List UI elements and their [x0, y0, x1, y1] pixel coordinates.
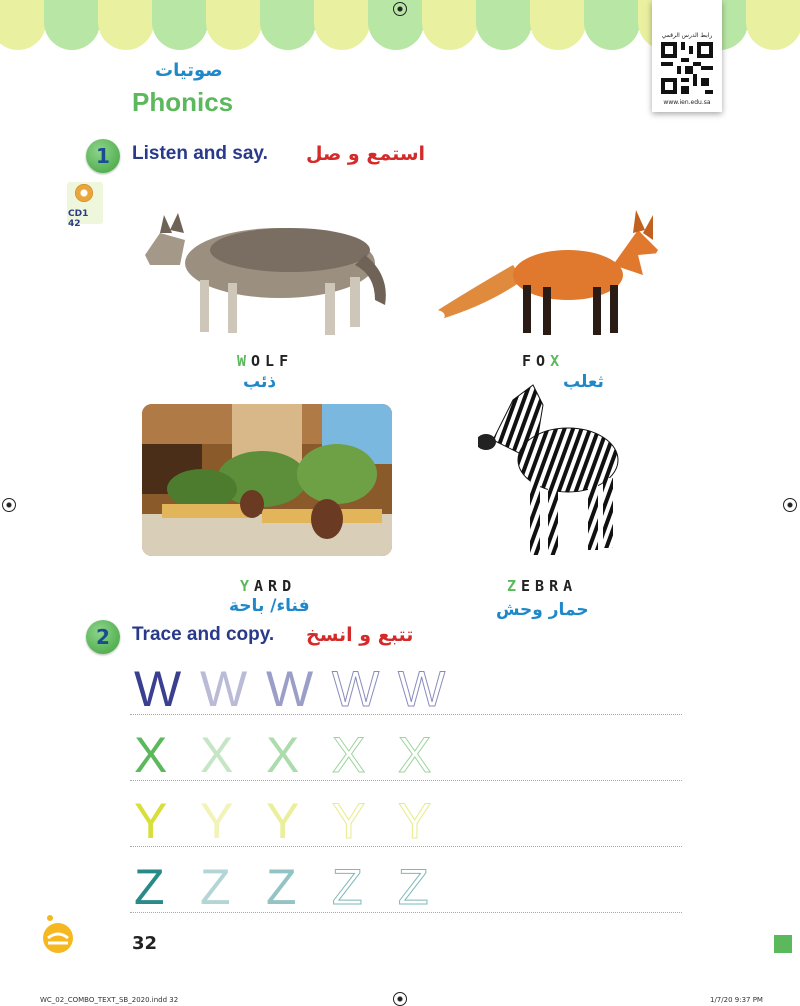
model-letter: X — [134, 727, 168, 783]
trace-letter[interactable]: Z — [266, 859, 297, 915]
model-letter: Y — [134, 793, 168, 849]
model-letter: Z — [134, 859, 165, 915]
trace-letter[interactable]: X — [266, 727, 300, 783]
publisher-logo-icon — [40, 912, 76, 956]
scallop-segment — [206, 0, 262, 50]
page-number: 32 — [132, 933, 158, 954]
footer-timestamp: 1/7/20 9:37 PM — [710, 996, 763, 1004]
trace-letter[interactable]: Z — [398, 859, 429, 915]
zebra-image — [478, 380, 623, 565]
wolf-image — [140, 205, 392, 340]
trace-letter[interactable]: W — [332, 661, 380, 717]
footer-file-name: WC_02_COMBO_TEXT_SB_2020.indd 32 — [40, 996, 179, 1004]
activity-number-1: 1 — [86, 139, 120, 173]
activity-number-2: 2 — [86, 620, 120, 654]
cd-label: CD1 42 — [68, 209, 89, 229]
scallop-segment — [476, 0, 532, 50]
activity-1-instruction: Listen and say. — [132, 143, 268, 164]
word-wolf-arabic: ذئب — [243, 372, 277, 392]
scallop-segment — [44, 0, 100, 50]
section-title-arabic: صوتيات — [155, 60, 223, 81]
audio-cd-button[interactable] — [67, 182, 103, 229]
model-letter: W — [134, 661, 182, 717]
word-yard: YARD — [240, 577, 297, 595]
page-color-tab — [774, 935, 792, 953]
registration-mark-bottom — [393, 992, 407, 1006]
registration-mark-top — [393, 2, 407, 16]
trace-letter[interactable]: W — [266, 661, 314, 717]
fox-image — [438, 205, 663, 340]
trace-letter[interactable]: Z — [332, 859, 363, 915]
trace-letter[interactable]: Y — [200, 793, 234, 849]
trace-letter[interactable]: Y — [266, 793, 300, 849]
section-title: Phonics — [132, 87, 234, 117]
activity-2-instruction-arabic: تتبع و انسخ — [306, 624, 414, 646]
scallop-segment — [152, 0, 208, 50]
word-fox-arabic: ثعلب — [563, 372, 604, 392]
trace-letter[interactable]: W — [200, 661, 248, 717]
yard-image — [142, 404, 392, 556]
qr-card[interactable] — [652, 0, 722, 112]
word-zebra-arabic: حمار وحش — [496, 600, 589, 620]
scallop-segment — [260, 0, 316, 50]
trace-letter[interactable]: X — [332, 727, 366, 783]
trace-letter[interactable]: Y — [398, 793, 432, 849]
scallop-segment — [0, 0, 46, 50]
word-wolf: WOLF — [237, 352, 294, 370]
trace-letter[interactable]: X — [200, 727, 234, 783]
word-yard-arabic: فناء/ باحة — [229, 596, 310, 616]
activity-1-instruction-arabic: استمع و صل — [306, 143, 426, 165]
scallop-segment — [530, 0, 586, 50]
qr-code-icon — [661, 42, 713, 94]
qr-title: رابط الدرس الرقمي — [661, 32, 713, 39]
cd-icon — [75, 184, 93, 202]
scallop-segment — [314, 0, 370, 50]
word-fox: FOX — [522, 352, 565, 370]
registration-mark-right — [783, 498, 797, 512]
trace-letter[interactable]: W — [398, 661, 446, 717]
trace-letter[interactable]: X — [398, 727, 432, 783]
scallop-segment — [584, 0, 640, 50]
registration-mark-left — [2, 498, 16, 512]
qr-url: www.ien.edu.sa — [663, 99, 711, 106]
trace-letter[interactable]: Y — [332, 793, 366, 849]
trace-letter[interactable]: Z — [200, 859, 231, 915]
scallop-segment — [98, 0, 154, 50]
scallop-segment — [746, 0, 800, 50]
scallop-segment — [422, 0, 478, 50]
activity-2-instruction: Trace and copy. — [132, 624, 275, 645]
word-zebra: ZEBRA — [507, 577, 578, 595]
